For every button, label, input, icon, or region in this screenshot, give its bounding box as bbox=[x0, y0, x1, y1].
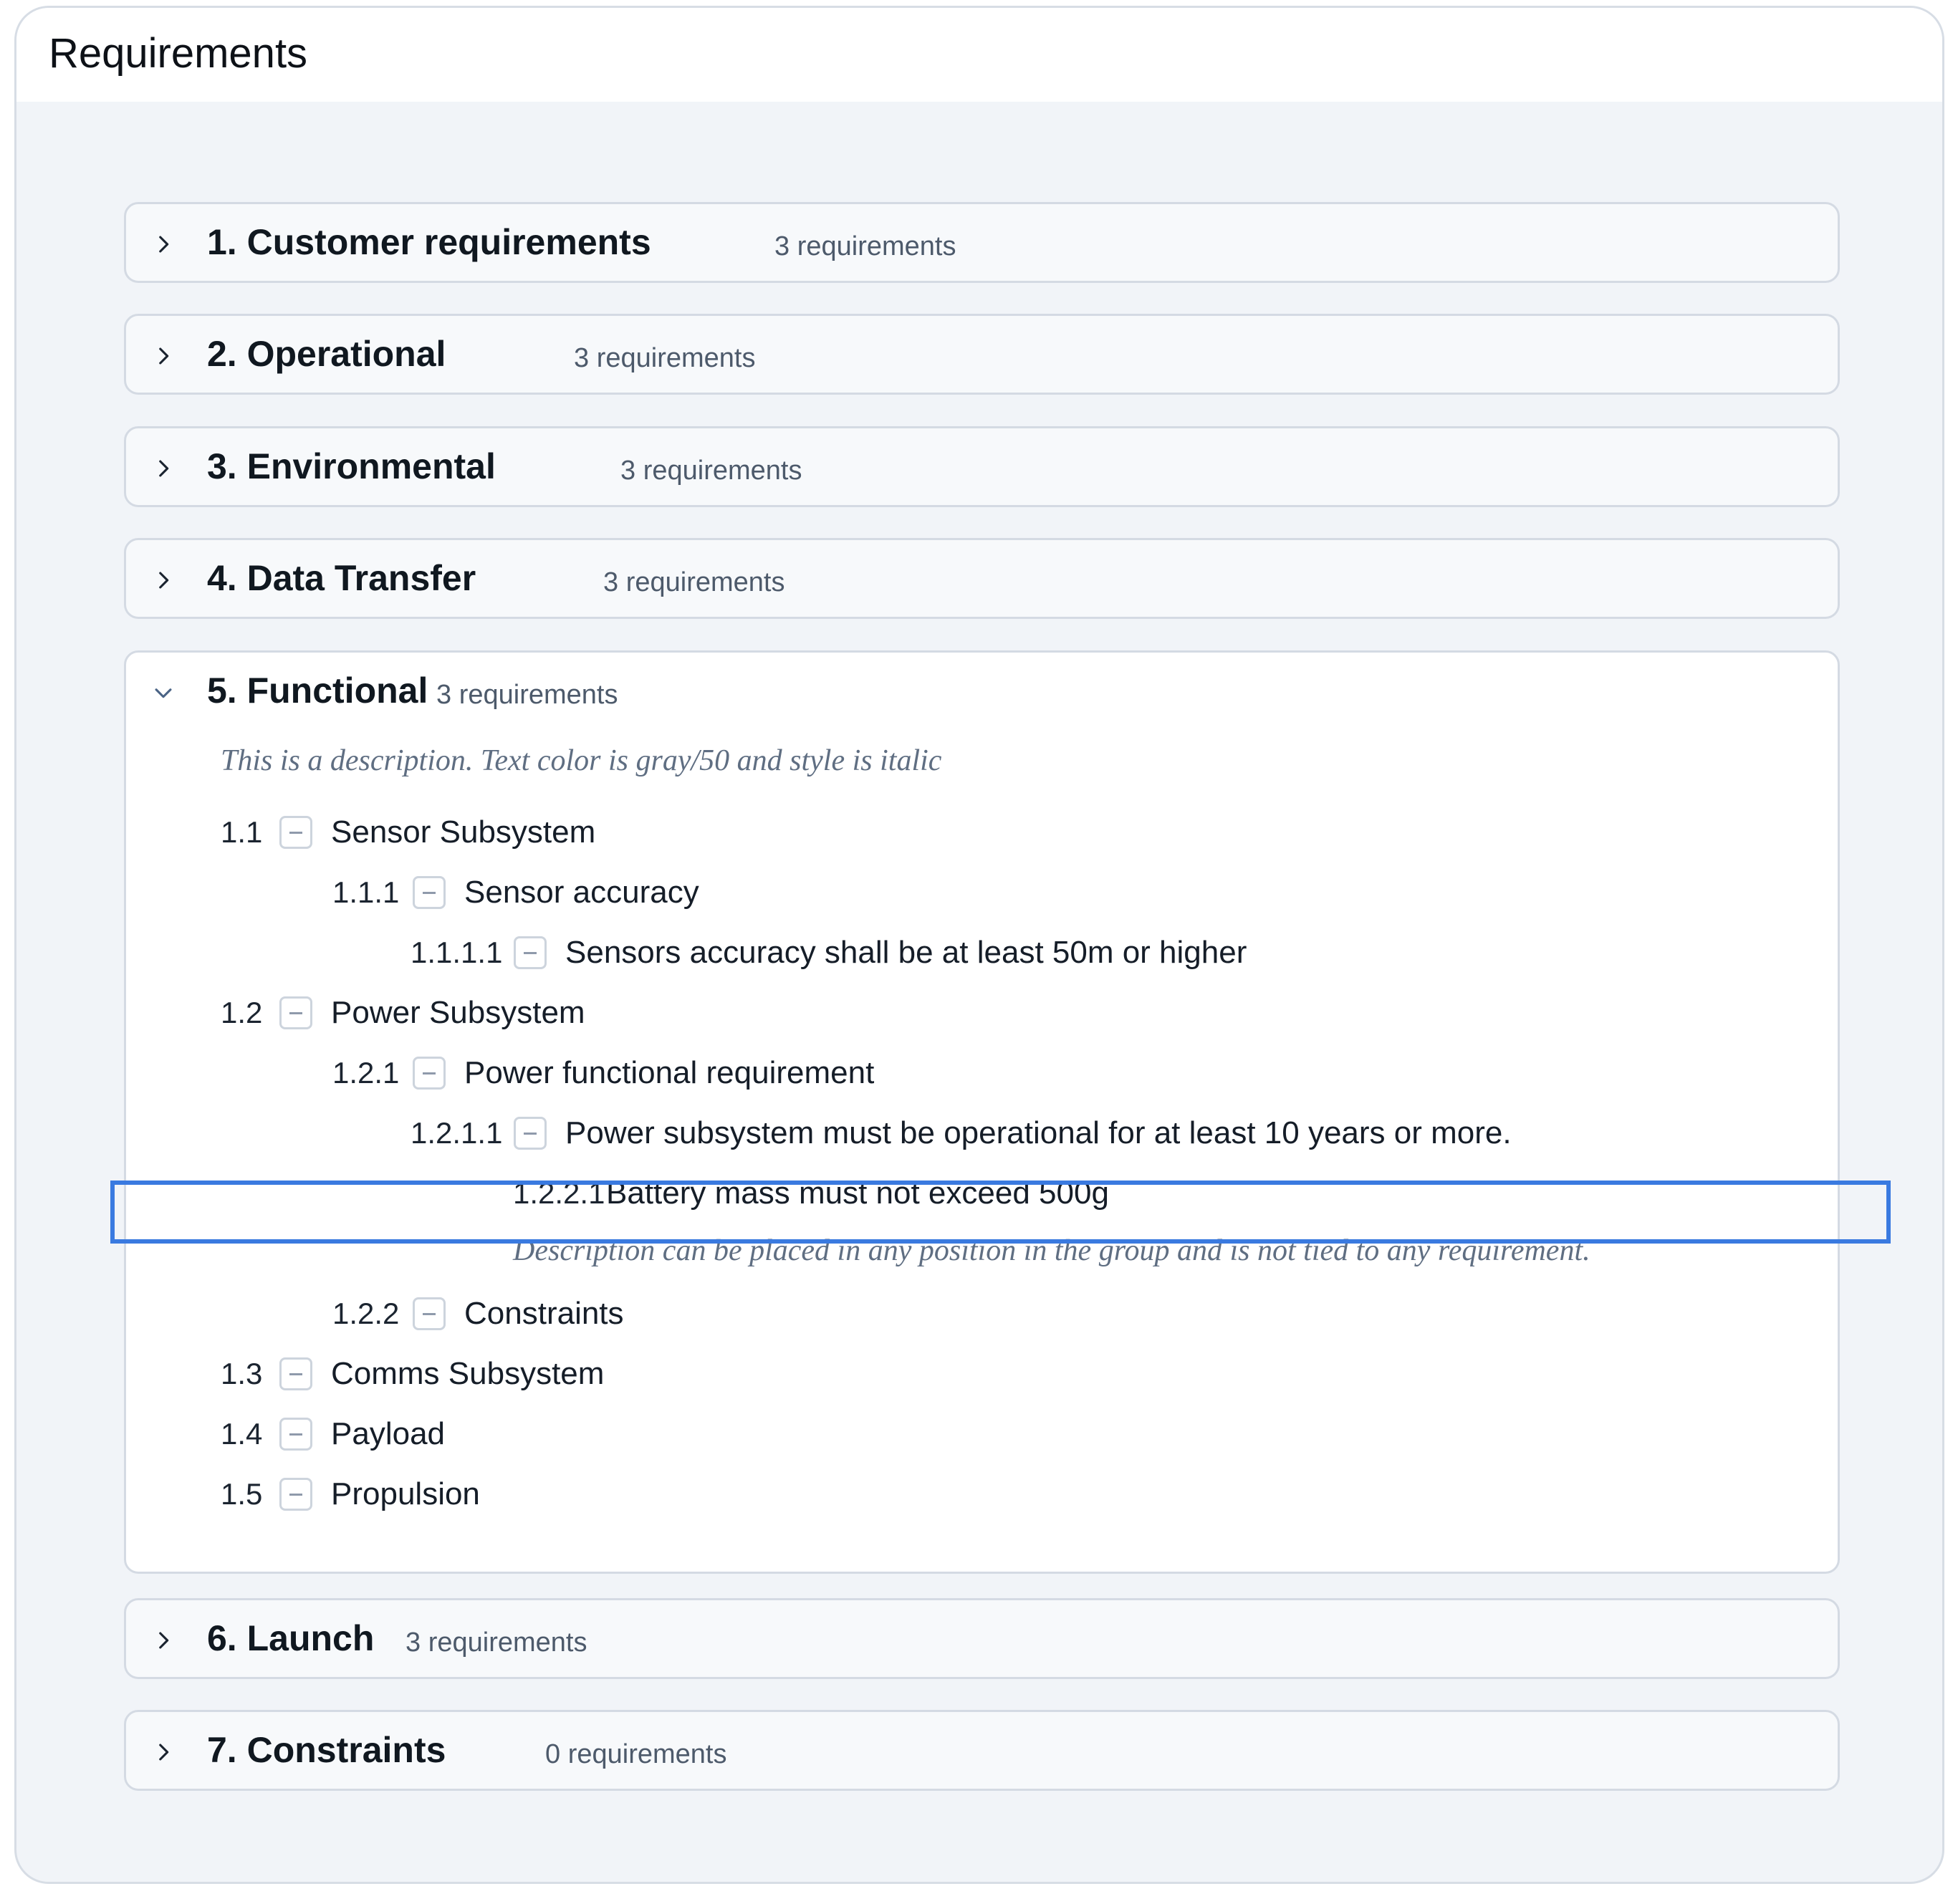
selection-highlight bbox=[110, 1181, 1891, 1244]
chevron-right-icon bbox=[149, 454, 178, 483]
requirement-number: 1.5 bbox=[221, 1477, 263, 1511]
group-header[interactable] bbox=[126, 204, 1838, 285]
group-customer-requirements bbox=[124, 202, 1840, 283]
minus-icon[interactable] bbox=[514, 936, 547, 969]
minus-icon[interactable] bbox=[279, 1418, 312, 1451]
chevron-right-icon bbox=[149, 1738, 178, 1766]
group-launch bbox=[124, 1598, 1840, 1679]
requirement-row[interactable] bbox=[411, 1103, 1512, 1163]
requirement-row[interactable] bbox=[221, 1464, 480, 1524]
page-title: Requirements bbox=[49, 30, 308, 77]
requirement-count: 3 requirements bbox=[774, 231, 956, 261]
requirement-row[interactable] bbox=[221, 1404, 445, 1464]
group-description: This is a description. Text color is gray/50 and style is italic bbox=[221, 744, 942, 777]
requirement-count: 3 requirements bbox=[436, 680, 618, 710]
requirement-count: 3 requirements bbox=[405, 1627, 587, 1658]
minus-icon[interactable] bbox=[514, 1117, 547, 1150]
group-header[interactable] bbox=[126, 316, 1838, 397]
group-title: 6. Launch bbox=[207, 1618, 375, 1658]
chevron-right-icon bbox=[149, 566, 178, 595]
group-title: 1. Customer requirements bbox=[207, 222, 651, 262]
group-header[interactable] bbox=[126, 1600, 1838, 1681]
group-title: 5. Functional bbox=[207, 670, 428, 711]
requirements-window bbox=[14, 6, 1944, 1884]
requirement-label: Propulsion bbox=[331, 1476, 480, 1511]
group-data-transfer bbox=[124, 538, 1840, 619]
minus-icon[interactable] bbox=[279, 1478, 312, 1511]
requirement-number: 1.4 bbox=[221, 1417, 263, 1451]
requirement-label: Sensors accuracy shall be at least 50m or higher bbox=[565, 935, 1247, 970]
minus-icon[interactable] bbox=[413, 1057, 446, 1090]
inline-description: Description can be placed in any position in the group and is not tied to any requirement. bbox=[513, 1234, 1590, 1267]
group-functional bbox=[124, 650, 1840, 1574]
requirement-number: 1.1 bbox=[221, 815, 263, 849]
minus-icon[interactable] bbox=[279, 1357, 312, 1390]
group-constraints bbox=[124, 1710, 1840, 1791]
minus-icon[interactable] bbox=[279, 996, 312, 1029]
requirement-row[interactable] bbox=[332, 862, 699, 923]
requirement-number: 1.2.2 bbox=[332, 1297, 400, 1330]
requirement-label: Sensor Subsystem bbox=[331, 814, 596, 850]
group-environmental bbox=[124, 426, 1840, 507]
group-title: 7. Constraints bbox=[207, 1730, 446, 1770]
requirement-number: 1.2.1 bbox=[332, 1056, 400, 1090]
group-title: 2. Operational bbox=[207, 334, 446, 374]
requirement-row[interactable] bbox=[411, 923, 1247, 983]
requirement-label: Constraints bbox=[464, 1296, 624, 1331]
requirement-count: 3 requirements bbox=[574, 343, 756, 373]
requirement-count: 3 requirements bbox=[620, 456, 802, 486]
chevron-right-icon bbox=[149, 1626, 178, 1655]
requirement-label: Sensor accuracy bbox=[464, 875, 699, 910]
group-header[interactable] bbox=[126, 1712, 1838, 1793]
requirement-number: 1.1.1.1 bbox=[411, 936, 503, 969]
group-header[interactable] bbox=[126, 540, 1838, 621]
requirement-row[interactable] bbox=[221, 983, 585, 1043]
group-title: 3. Environmental bbox=[207, 446, 496, 486]
group-header[interactable] bbox=[126, 428, 1838, 509]
requirement-row[interactable] bbox=[332, 1043, 874, 1103]
requirement-row[interactable] bbox=[221, 1344, 604, 1404]
requirement-label: Power Subsystem bbox=[331, 995, 585, 1030]
group-operational bbox=[124, 314, 1840, 395]
minus-icon[interactable] bbox=[279, 816, 312, 849]
chevron-right-icon bbox=[149, 230, 178, 259]
requirement-label: Power functional requirement bbox=[464, 1055, 875, 1090]
title-bar bbox=[16, 8, 1942, 102]
requirement-label: Comms Subsystem bbox=[331, 1356, 605, 1391]
requirement-row[interactable] bbox=[221, 802, 595, 862]
group-title: 4. Data Transfer bbox=[207, 558, 476, 598]
requirement-count: 3 requirements bbox=[603, 567, 785, 597]
chevron-right-icon bbox=[149, 342, 178, 370]
requirement-number: 1.3 bbox=[221, 1357, 263, 1390]
requirement-number: 1.1.1 bbox=[332, 875, 400, 909]
minus-icon[interactable] bbox=[413, 876, 446, 909]
group-header[interactable] bbox=[126, 653, 1838, 734]
requirement-row[interactable] bbox=[332, 1284, 624, 1344]
minus-icon[interactable] bbox=[413, 1297, 446, 1330]
requirement-label: Power subsystem must be operational for at least 10 years or more. bbox=[565, 1115, 1512, 1150]
requirement-label: Battery mass must not exceed 500g bbox=[606, 1175, 1109, 1211]
chevron-down-icon bbox=[149, 678, 178, 707]
requirement-label: Payload bbox=[331, 1416, 446, 1451]
requirement-number: 1.2 bbox=[221, 996, 263, 1029]
requirement-number: 1.2.1.1 bbox=[411, 1116, 503, 1150]
requirement-number: 1.2.2.1 bbox=[513, 1176, 605, 1210]
requirement-count: 0 requirements bbox=[545, 1739, 727, 1769]
